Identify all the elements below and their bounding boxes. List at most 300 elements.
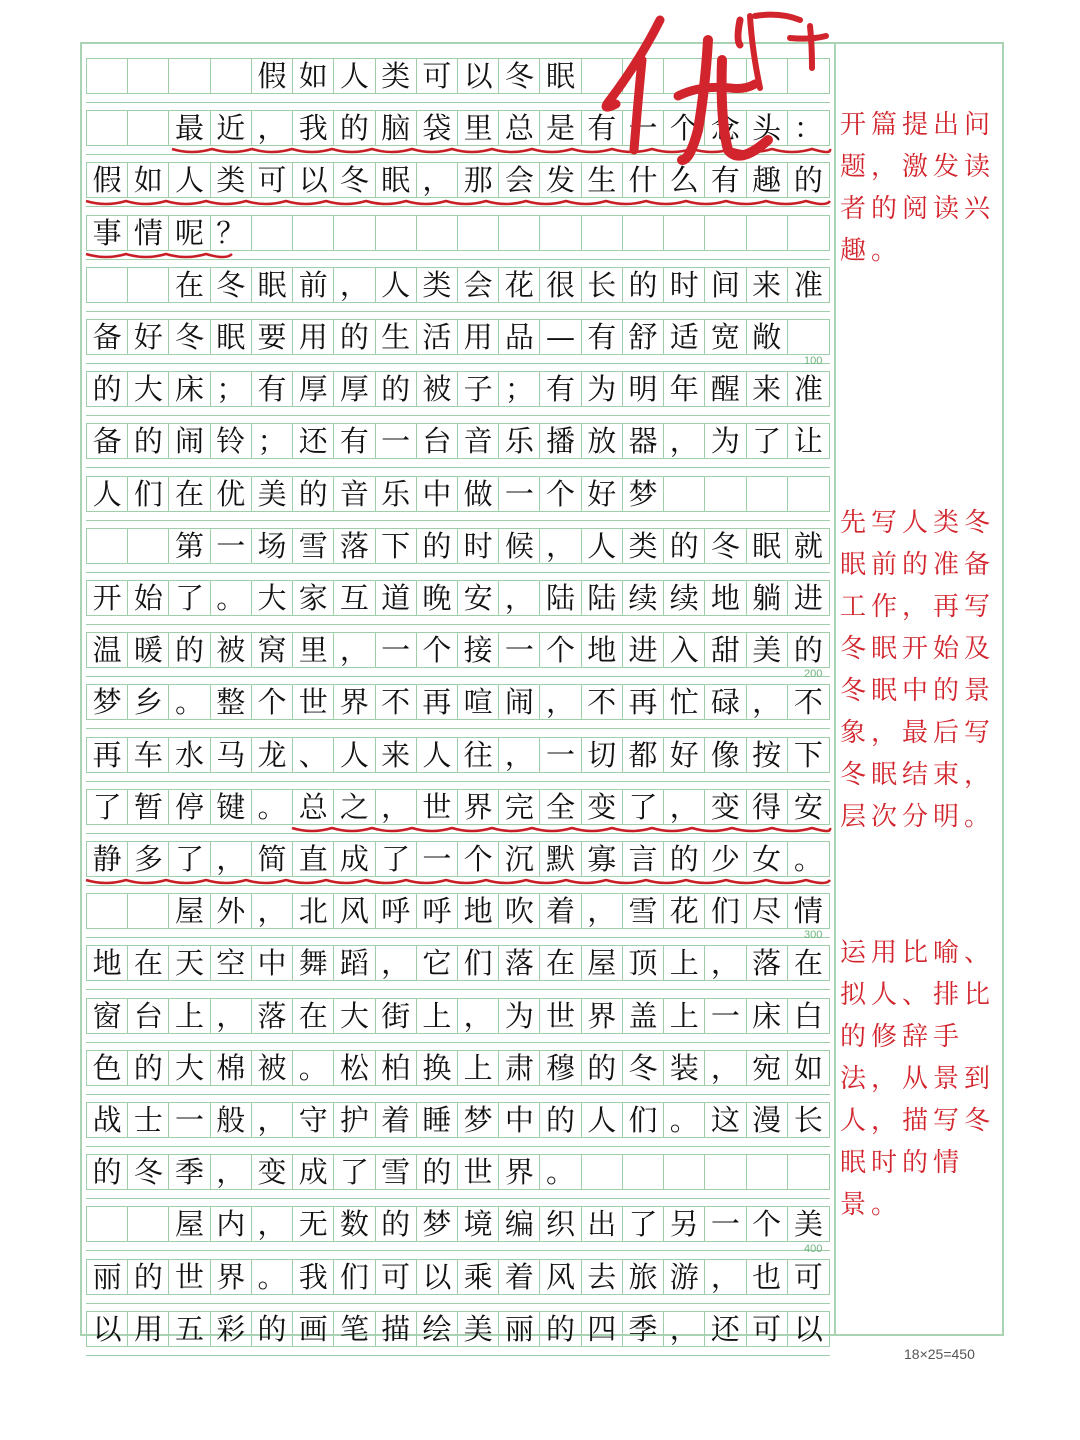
grid-cell: 开 (87, 581, 128, 615)
grid-cell: 默 (540, 842, 581, 876)
grid-cell: 床 (747, 999, 788, 1033)
grid-cell: 季 (169, 1155, 210, 1189)
grid-cell: ， (334, 633, 375, 667)
grid-cell: 个 (664, 111, 705, 145)
grid-cell: 般 (211, 1103, 252, 1137)
grid-cell: ， (252, 1103, 293, 1137)
grid-cell: 一 (540, 738, 581, 772)
grid-cell: 什 (623, 163, 664, 197)
grid-cell: 时 (458, 529, 499, 563)
grid-cell: 类 (417, 268, 458, 302)
grid-cell: 睡 (417, 1103, 458, 1137)
grid-cell: 可 (793, 1259, 823, 1294)
grid-cell: 长 (793, 1102, 823, 1137)
grid-cell: 寡 (582, 842, 623, 876)
grid-cell: 个 (540, 633, 581, 667)
grid-cell: 可 (417, 59, 458, 93)
grid-cell: 境 (458, 1207, 499, 1241)
grid-cell: 陆 (582, 581, 623, 615)
grid-cell: 闹 (169, 424, 210, 458)
grid-cell: 的 (540, 1312, 581, 1346)
grid-cell: 眠 (211, 320, 252, 354)
grid-cell: 柏 (376, 1051, 417, 1085)
grid-cell: 界 (582, 999, 623, 1033)
grid-cell: 白 (793, 998, 823, 1033)
grid-cell: 场 (252, 529, 293, 563)
grid-cell: 士 (128, 1103, 169, 1137)
grid-cell: 的 (128, 1051, 169, 1085)
grid-cell: 敞 (747, 320, 788, 354)
grid-cell: 界 (334, 685, 375, 719)
grid-cell: 地 (582, 633, 623, 667)
grid-cell: 静 (87, 842, 128, 876)
grid-cell: 成 (334, 842, 375, 876)
grid-cell: 人 (87, 477, 128, 511)
grid-cell: 活 (417, 320, 458, 354)
grid-cell: 的 (376, 372, 417, 406)
grid-cell: 续 (623, 581, 664, 615)
grid-cell: 不 (793, 684, 823, 719)
grid-cell: 的 (582, 1051, 623, 1085)
grid-cell: 头 (747, 111, 788, 145)
grid-cell: 上 (664, 946, 705, 980)
grid-cell: 情 (793, 893, 823, 928)
grid-cell: 间 (705, 268, 746, 302)
grid-cell: 了 (87, 790, 128, 824)
grid-cell: 里 (458, 111, 499, 145)
grid-cell: 有 (334, 424, 375, 458)
grid-cell: 了 (169, 842, 210, 876)
grid-cell: 色 (87, 1051, 128, 1085)
grid-cell: 冬 (128, 1155, 169, 1189)
grid-cell: 再 (623, 685, 664, 719)
grid-cell: 五 (169, 1312, 210, 1346)
grid-cell: 被 (417, 372, 458, 406)
grid-cell: 前 (293, 268, 334, 302)
grid-cell: ， (417, 163, 458, 197)
grid-cell: 以 (793, 1311, 823, 1346)
grid-cell: 编 (499, 1207, 540, 1241)
grid-cell: 道 (376, 581, 417, 615)
grid-cell: 床 (169, 372, 210, 406)
grid-cell: 窝 (252, 633, 293, 667)
grid-cell: 播 (540, 424, 581, 458)
grid-cell: 彩 (211, 1312, 252, 1346)
comment-structure: 先写人类冬眠前的准备工作，再写冬眠开始及冬眠中的景象，最后写冬眠结束，层次分明。 (840, 508, 996, 832)
grid-cell: 做 (458, 477, 499, 511)
grid-cell: 备 (87, 424, 128, 458)
grid-cell: 们 (128, 477, 169, 511)
grid-cell: 再 (87, 738, 128, 772)
grid-cell: 长 (582, 268, 623, 302)
grid-cell: 乐 (376, 477, 417, 511)
grid-cell: ， (705, 1051, 746, 1085)
grid-cell: 人 (376, 268, 417, 302)
grid-cell: 适 (664, 320, 705, 354)
grid-cell: 守 (293, 1103, 334, 1137)
grid-cell: 有 (582, 320, 623, 354)
grid-cell: 来 (376, 738, 417, 772)
grid-cell: — (540, 320, 581, 354)
grid-cell: 接 (458, 633, 499, 667)
grid-cell: 们 (705, 894, 746, 928)
grid-cell: 的 (169, 633, 210, 667)
grid-cell: 呼 (376, 894, 417, 928)
grid-cell: 梦 (417, 1207, 458, 1241)
grid-cell: ， (664, 1312, 705, 1346)
grid-cell: 始 (128, 581, 169, 615)
grid-cell: 近 (211, 111, 252, 145)
grid-cell: 躺 (747, 581, 788, 615)
grid-cell: 们 (623, 1103, 664, 1137)
grid-cell: 类 (623, 529, 664, 563)
grid-cell: 明 (623, 372, 664, 406)
grid-cell: ， (252, 894, 293, 928)
grid-cell: 游 (664, 1260, 705, 1294)
grid-cell: 着 (376, 1103, 417, 1137)
grid-cell: 的 (793, 632, 823, 667)
grid-cell: 情 (128, 216, 169, 250)
grid-cell: 大 (169, 1051, 210, 1085)
grid-cell: 有 (540, 372, 581, 406)
grid-cell: 了 (747, 424, 788, 458)
grid-cell: 如 (793, 1050, 823, 1085)
grid-cell: 空 (211, 946, 252, 980)
grid-cell: 天 (169, 946, 210, 980)
grid-cell: 的 (293, 477, 334, 511)
grid-cell: 陆 (540, 581, 581, 615)
grid-cell: 准 (793, 371, 823, 406)
grid-cell: 街 (376, 999, 417, 1033)
grid-cell: 世 (540, 999, 581, 1033)
grid-cell: ， (252, 1207, 293, 1241)
grid-cell: 得 (747, 790, 788, 824)
grid-cell: 音 (334, 477, 375, 511)
grid-cell: 事 (87, 216, 128, 250)
grid-cell: 人 (582, 529, 623, 563)
grid-cell: 盖 (623, 999, 664, 1033)
grid-cell: 的 (128, 424, 169, 458)
grid-cell: 好 (128, 320, 169, 354)
word-count-mark: 300 (804, 929, 823, 941)
grid-cell: 备 (87, 320, 128, 354)
grid-cell: ， (458, 999, 499, 1033)
grid-cell: 画 (293, 1312, 334, 1346)
grid-cell: 冬 (334, 163, 375, 197)
grid-cell: 像 (705, 738, 746, 772)
grid-cell: 用 (128, 1312, 169, 1346)
grid-cell: 中 (417, 477, 458, 511)
grid-cell: 个 (417, 633, 458, 667)
grid-cell: 以 (87, 1312, 128, 1346)
grid-cell: 下 (376, 529, 417, 563)
grid-cell: 龙 (252, 738, 293, 772)
grid-cell: 喧 (458, 685, 499, 719)
grid-cell: 铃 (211, 424, 252, 458)
grid-cell: 好 (664, 738, 705, 772)
grid-cell: 一 (623, 111, 664, 145)
grid-cell: 闹 (499, 685, 540, 719)
grid-cell: 漫 (747, 1103, 788, 1137)
grid-cell: 的 (128, 1260, 169, 1294)
grid-cell: 有 (582, 111, 623, 145)
grid-cell: 暖 (128, 633, 169, 667)
grid-cell: 它 (417, 946, 458, 980)
grid-cell: 花 (499, 268, 540, 302)
grid-cell: 总 (499, 111, 540, 145)
grid-cell: 整 (211, 685, 252, 719)
grid-cell: 为 (499, 999, 540, 1033)
grid-cell: 外 (211, 894, 252, 928)
grid-cell: 有 (252, 372, 293, 406)
grid-cell: 的 (334, 111, 375, 145)
grid-cell: 美 (458, 1312, 499, 1346)
grid-cell: 念 (705, 111, 746, 145)
grid-cell: 北 (293, 894, 334, 928)
grid-cell: 的 (87, 372, 128, 406)
grid-cell: 世 (169, 1260, 210, 1294)
grid-cell: 厚 (334, 372, 375, 406)
grid-cell: 简 (252, 842, 293, 876)
grid-cell: 再 (417, 685, 458, 719)
grid-cell: 冬 (623, 1051, 664, 1085)
grid-cell: 不 (376, 685, 417, 719)
grid-cell: 互 (334, 581, 375, 615)
grid-cell: 眠 (747, 529, 788, 563)
grid-cell: 数 (334, 1207, 375, 1241)
grid-cell: 落 (252, 999, 293, 1033)
grid-cell: 个 (252, 685, 293, 719)
grid-cell: ， (252, 111, 293, 145)
grid-cell: 一 (376, 424, 417, 458)
grid-cell: 。 (169, 685, 210, 719)
grid-cell: 直 (293, 842, 334, 876)
grid-cell: 好 (582, 477, 623, 511)
grid-cell: 变 (582, 790, 623, 824)
grid-cell: 织 (540, 1207, 581, 1241)
grid-cell: 描 (376, 1312, 417, 1346)
grid-cell: 的 (376, 1207, 417, 1241)
grid-cell: 变 (252, 1155, 293, 1189)
grid-cell: 车 (128, 738, 169, 772)
grid-cell: 台 (128, 999, 169, 1033)
grid-cell: ， (499, 738, 540, 772)
grid-cell: 人 (334, 738, 375, 772)
grid-cell: 界 (499, 1155, 540, 1189)
grid-cell: 水 (169, 738, 210, 772)
grid-cell: 风 (334, 894, 375, 928)
grid-cell: 。 (252, 790, 293, 824)
grid-cell: 出 (582, 1207, 623, 1241)
grid-cell: 眠 (540, 59, 581, 93)
grid-cell: 还 (293, 424, 334, 458)
grid-cell: 人 (582, 1103, 623, 1137)
grid-cell: 总 (293, 790, 334, 824)
grid-cell: 以 (417, 1260, 458, 1294)
grid-cell: ， (211, 1155, 252, 1189)
grid-cell: 一 (705, 1207, 746, 1241)
grid-cell: 也 (747, 1260, 788, 1294)
grid-cell: 切 (582, 738, 623, 772)
grid-cell: 的 (87, 1155, 128, 1189)
grid-cell: ， (334, 268, 375, 302)
grid-cell: 女 (747, 842, 788, 876)
grid-cell: 时 (664, 268, 705, 302)
grid-cell: 来 (747, 268, 788, 302)
grid-cell: 冬 (499, 59, 540, 93)
grid-cell: 落 (334, 529, 375, 563)
grid-cell: ， (582, 894, 623, 928)
grid-cell: 松 (334, 1051, 375, 1085)
grid-cell: 么 (664, 163, 705, 197)
word-count-mark: 100 (804, 355, 823, 367)
grid-cell: 窗 (87, 999, 128, 1033)
grid-cell: 以 (458, 59, 499, 93)
grid-cell: 梦 (458, 1103, 499, 1137)
grid-cell: 了 (334, 1155, 375, 1189)
grid-cell: 不 (582, 685, 623, 719)
grid-cell: 放 (582, 424, 623, 458)
grid-cell: 。 (211, 581, 252, 615)
grid-cell: 、 (293, 738, 334, 772)
grid-cell: 为 (705, 424, 746, 458)
grid-cell: 进 (623, 633, 664, 667)
grid-cell: 冬 (211, 268, 252, 302)
grid-cell: ， (499, 581, 540, 615)
grid-cell: 美 (252, 477, 293, 511)
grid-cell: 的 (334, 320, 375, 354)
grid-cell: 冬 (169, 320, 210, 354)
grid-cell: 世 (293, 685, 334, 719)
grid-cell: 趣 (747, 163, 788, 197)
grid-cell: 的 (540, 1103, 581, 1137)
grid-cell: 地 (87, 946, 128, 980)
grid-cell: 键 (211, 790, 252, 824)
grid-cell: 的 (623, 268, 664, 302)
grid-cell: 第 (169, 529, 210, 563)
grid-cell: 落 (499, 946, 540, 980)
grid-cell: 雪 (623, 894, 664, 928)
grid-cell: 安 (458, 581, 499, 615)
grid-cell: 肃 (499, 1051, 540, 1085)
grid-cell: 中 (499, 1103, 540, 1137)
grid-cell: 要 (252, 320, 293, 354)
grid-cell: 落 (747, 946, 788, 980)
grid-cell: 着 (499, 1260, 540, 1294)
comment-opening: 开篇提出问题，激发读者的阅读兴趣。 (840, 110, 996, 266)
grid-cell: 美 (747, 633, 788, 667)
grid-cell: 一 (499, 477, 540, 511)
grid-cell: 。 (793, 841, 823, 876)
grid-cell: 在 (169, 268, 210, 302)
grid-cell: ， (705, 946, 746, 980)
grid-cell: 来 (747, 372, 788, 406)
grid-cell: 大 (252, 581, 293, 615)
grid-cell: ， (376, 790, 417, 824)
grid-cell: 在 (293, 999, 334, 1033)
grid-cell: 醒 (705, 372, 746, 406)
grid-cell: 就 (793, 528, 823, 563)
grid-cell: 们 (334, 1260, 375, 1294)
grid-cell: 发 (540, 163, 581, 197)
grid-cell: 温 (87, 633, 128, 667)
grid-cell: 一 (211, 529, 252, 563)
grid-cell: ？ (211, 216, 252, 250)
grid-cell: ， (211, 842, 252, 876)
grid-spec-label: 18×25=450 (904, 1346, 975, 1362)
grid-cell: 大 (128, 372, 169, 406)
grid-cell: 少 (705, 842, 746, 876)
grid-cell: 上 (169, 999, 210, 1033)
grid-cell: 大 (334, 999, 375, 1033)
grid-cell: 变 (705, 790, 746, 824)
grid-cell: 呢 (169, 216, 210, 250)
grid-cell: 屋 (582, 946, 623, 980)
grid-cell: 乘 (458, 1260, 499, 1294)
grid-cell: ， (376, 946, 417, 980)
grid-cell: 中 (252, 946, 293, 980)
grid-cell: 按 (747, 738, 788, 772)
grid-cell: 人 (417, 738, 458, 772)
grid-cell: 以 (293, 163, 334, 197)
grid-cell: 。 (664, 1103, 705, 1137)
grid-cell: 呼 (417, 894, 458, 928)
grid-cell: 多 (128, 842, 169, 876)
grid-cell: 美 (793, 1206, 823, 1241)
grid-cell: ； (499, 372, 540, 406)
grid-cell: 。 (540, 1155, 581, 1189)
grid-cell: 是 (540, 111, 581, 145)
grid-cell: ， (540, 685, 581, 719)
comment-rhetoric: 运用比喻、拟人、排比的修辞手法，从景到人，描写冬眠时的情景。 (840, 938, 996, 1220)
grid-cell: 眠 (252, 268, 293, 302)
grid-cell: 都 (623, 738, 664, 772)
grid-cell: 穆 (540, 1051, 581, 1085)
grid-cell: 宛 (747, 1051, 788, 1085)
grid-cell: 一 (169, 1103, 210, 1137)
grid-cell: 另 (664, 1207, 705, 1241)
grid-cell: 宽 (705, 320, 746, 354)
grid-cell: 厚 (293, 372, 334, 406)
grid-cell: 被 (252, 1051, 293, 1085)
grid-cell: 为 (582, 372, 623, 406)
word-count-mark: 200 (804, 668, 823, 680)
grid-cell: 在 (540, 946, 581, 980)
grid-cell: 进 (793, 580, 823, 615)
grid-cell: 们 (458, 946, 499, 980)
grid-cell: 生 (376, 320, 417, 354)
grid-cell: 碌 (705, 685, 746, 719)
grid-cell: 界 (458, 790, 499, 824)
grid-cell: 年 (664, 372, 705, 406)
grid-cell: ， (664, 790, 705, 824)
grid-cell: 四 (582, 1312, 623, 1346)
grid-cell: 被 (211, 633, 252, 667)
grid-cell: 顶 (623, 946, 664, 980)
grid-cell: 上 (664, 999, 705, 1033)
grid-cell: 在 (793, 945, 823, 980)
grid-cell: 用 (293, 320, 334, 354)
grid-cell: 马 (211, 738, 252, 772)
grid-cell: 器 (623, 424, 664, 458)
grid-cell: 雪 (376, 1155, 417, 1189)
grid-cell: 棉 (211, 1051, 252, 1085)
grid-cell: 世 (458, 1155, 499, 1189)
grid-cell: 尽 (747, 894, 788, 928)
grid-cell: 下 (793, 737, 823, 772)
grid-cell: 界 (211, 1260, 252, 1294)
grid-cell: 停 (169, 790, 210, 824)
